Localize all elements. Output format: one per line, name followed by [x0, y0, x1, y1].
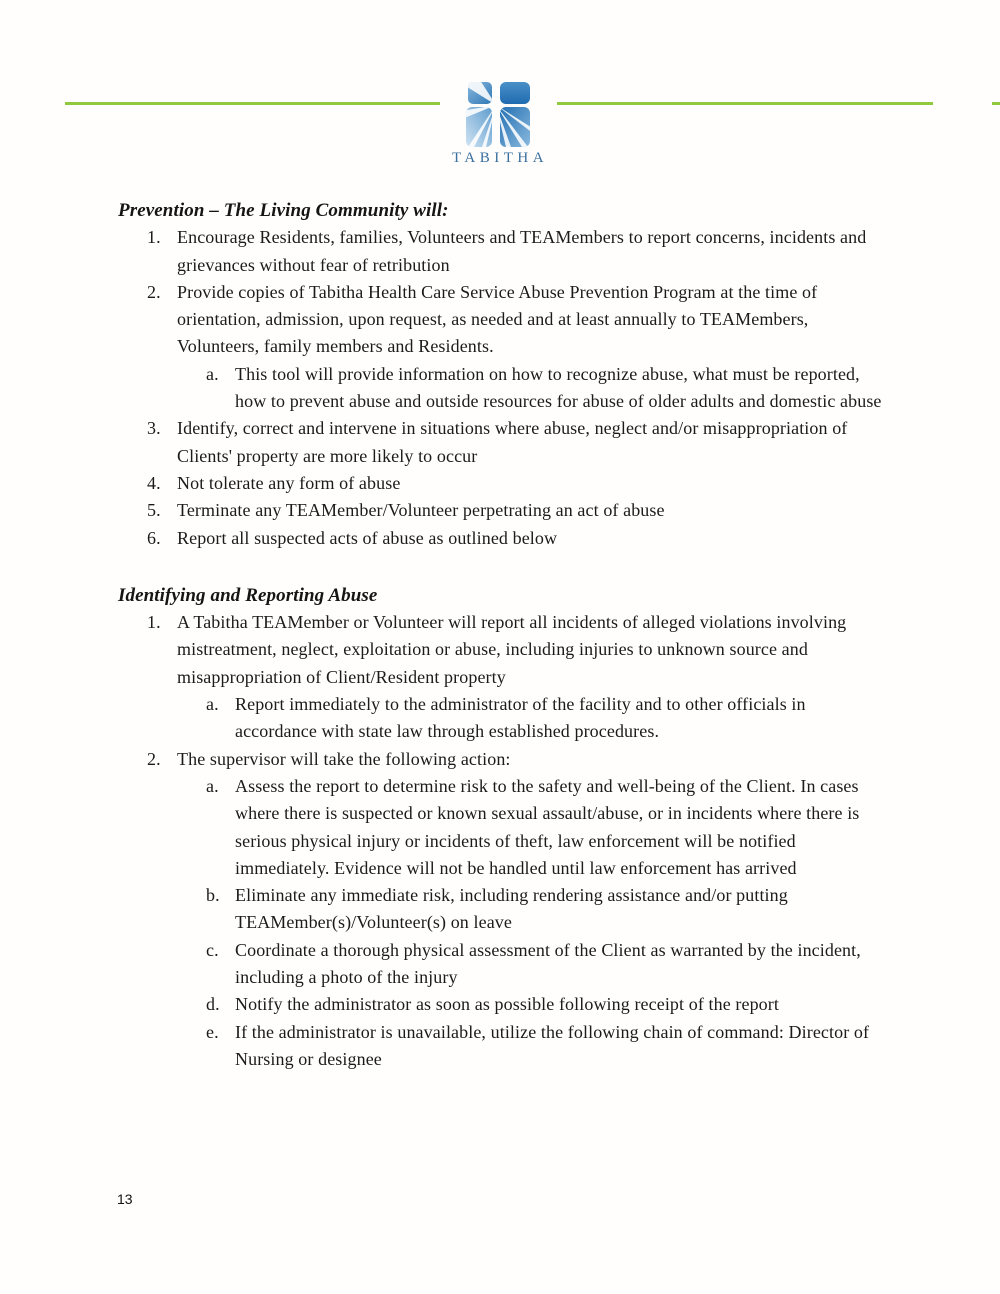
list-text: Encourage Residents, families, Volunteers and TEAMembers to report concerns, incidents and grievances without fear of retribution: [177, 227, 867, 275]
list-text: Terminate any TEAMember/Volunteer perpetrating an act of abuse: [177, 500, 665, 521]
list-item: [118, 415, 888, 470]
section-identifying-reporting: [118, 582, 888, 1073]
section-heading: Prevention – The Living Community will:: [118, 200, 449, 221]
list-item: [118, 525, 888, 552]
list-marker: 5.: [147, 500, 161, 521]
list-marker: 2.: [147, 748, 161, 769]
list-text: Identify, correct and intervene in situations where abuse, neglect and/or misappropriation of Clients' property are more likely to occur: [177, 418, 848, 466]
header-rule-edge: [992, 102, 1000, 105]
list-text: Report all suspected acts of abuse as outlined below: [177, 527, 558, 548]
list-item: [118, 497, 888, 524]
list-marker: b.: [206, 885, 220, 906]
tabitha-logo-icon: [466, 81, 534, 148]
sub-list-item: [118, 937, 888, 992]
list-text: This tool will provide information on how to recognize abuse, what must be reported, how to prevent abuse and outside resources for abuse of older adults and domestic abuse: [235, 363, 882, 412]
sub-list-item: [118, 882, 888, 937]
list-item: [118, 746, 888, 773]
list-text: Not tolerate any form of abuse: [177, 472, 401, 493]
list-item: [118, 279, 888, 361]
list-marker: d.: [206, 994, 220, 1015]
list-marker: 6.: [147, 527, 161, 548]
page-number: 13: [117, 1191, 133, 1207]
list-text: Notify the administrator as soon as possible following receipt of the report: [235, 994, 779, 1015]
list-text: A Tabitha TEAMember or Volunteer will report all incidents of alleged violations involving mistreatment, neglect, exploitation or abuse, including injuries to unknown source and misappropriation of Client/Resident property: [177, 612, 847, 687]
list-item: [118, 609, 888, 691]
list-marker: 4.: [147, 472, 161, 493]
list-text: If the administrator is unavailable, utilize the following chain of command: Director of Nursing or designee: [235, 1021, 870, 1069]
list-marker: c.: [206, 939, 219, 960]
section-heading: Identifying and Reporting Abuse: [118, 584, 378, 606]
header-rule-right: [557, 102, 933, 105]
sub-list-item: [118, 991, 888, 1018]
list-marker: a.: [206, 363, 219, 384]
sub-list-item: [118, 1019, 888, 1074]
sub-list-item: [118, 773, 888, 882]
list-marker: 1.: [147, 612, 161, 633]
list-marker: 1.: [147, 227, 161, 248]
sub-list-item: [118, 691, 888, 746]
list-item: [118, 470, 888, 497]
list-marker: a.: [206, 694, 219, 715]
list-item: [118, 224, 888, 279]
list-text: Eliminate any immediate risk, including rendering assistance and/or putting TEAMember(s)/Volunteer(s) on leave: [235, 885, 788, 933]
list-text: The supervisor will take the following action:: [177, 748, 511, 769]
list-text: Coordinate a thorough physical assessment of the Client as warranted by the incident, including a photo of the injury: [235, 939, 861, 988]
document-body: [118, 197, 888, 1073]
list-text: Assess the report to determine risk to the safety and well-being of the Client. In cases where there is suspected or known sexual assault/abuse, or in incidents where there is serious physical injury or incidents of theft, law enforcement will be notified immediately. Evidence will not be handled until law enforcement has arrived: [235, 775, 860, 878]
section-prevention: [118, 197, 888, 552]
header-rule-left: [65, 102, 440, 105]
list-marker: 3.: [147, 418, 161, 439]
list-text: Report immediately to the administrator of the facility and to other officials in accordance with state law through established procedures.: [235, 694, 806, 742]
sub-list-item: [118, 361, 888, 416]
list-marker: a.: [206, 775, 219, 796]
list-marker: e.: [206, 1021, 219, 1042]
brand-name: TABITHA: [451, 150, 549, 166]
list-marker: 2.: [147, 281, 161, 302]
list-text: Provide copies of Tabitha Health Care Service Abuse Prevention Program at the time of orientation, admission, upon request, as needed and at least annually to TEAMembers, Volunteers, family members and Residents.: [177, 281, 818, 357]
